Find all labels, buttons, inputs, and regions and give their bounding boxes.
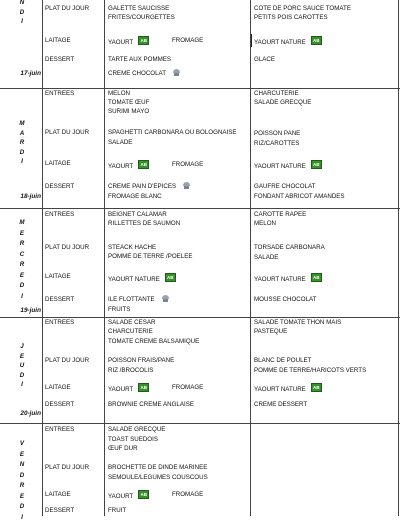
row-divider	[0, 423, 400, 424]
day-date: 19-juin	[20, 307, 41, 314]
organic-label-icon	[311, 383, 322, 392]
menu-item: FRITES/COURGETTES	[108, 14, 175, 21]
menu-item: RILLETTES DE SAUMON	[108, 220, 181, 227]
category-label: DESSERT	[45, 56, 75, 63]
category-label: DESSERT	[45, 401, 75, 408]
menu-item: CREME PAIN D'EPICES	[108, 182, 191, 191]
menu-item: BEIGNET CALAMAR	[108, 211, 167, 218]
menu-item: GAUFRE CHOCOLAT	[254, 183, 316, 190]
col-divider-day	[42, 0, 43, 516]
category-label: PLAT DU JOUR	[45, 244, 90, 251]
menu-item: CREME CHOCOLAT	[108, 69, 181, 78]
menu-item: SPAGHETTI CARBONARA OU BOLOGNAISE	[108, 129, 237, 136]
menu-item: FROMAGE BLANC	[108, 193, 162, 200]
menu-item: GALETTE SAUCISSE	[108, 5, 170, 12]
chef-hat-icon	[172, 69, 181, 76]
menu-item: MOUSSE CHOCOLAT	[254, 296, 317, 303]
menu-item: SEMOULE/LEGUMES COUSCOUS	[108, 474, 208, 481]
menu-item: SURIMI MAYO	[108, 108, 150, 115]
organic-label-icon	[138, 490, 149, 499]
day-date: 18-juin	[20, 193, 41, 200]
col-divider-category	[104, 0, 105, 516]
menu-item: YAOURTAB	[108, 160, 149, 171]
day-letters: M E R C R E D I	[19, 219, 25, 300]
category-label: DESSERT	[45, 507, 75, 514]
table-right-border	[398, 0, 399, 516]
category-label: PLAT DU JOUR	[45, 357, 90, 364]
menu-item: TOAST SUEDOIS	[108, 436, 158, 443]
menu-item: FROMAGE	[172, 161, 204, 168]
menu-item: SALADE TOMATE THON MAIS	[254, 319, 342, 326]
chef-hat-icon	[182, 182, 191, 189]
organic-label-icon	[138, 160, 149, 169]
margin-mark	[251, 34, 252, 47]
category-label: PLAT DU JOUR	[45, 5, 90, 12]
chef-hat-icon	[161, 295, 170, 302]
col-divider-menu	[250, 0, 251, 516]
menu-item: YAOURT NATUREAB	[108, 273, 176, 284]
menu-item: RIZ /BROCOLIS	[108, 367, 154, 374]
organic-label-icon	[138, 36, 149, 45]
menu-item: PASTEQUE	[254, 328, 288, 335]
menu-item: CREME DESSERT	[254, 401, 308, 408]
category-label: LAITAGE	[45, 491, 71, 498]
organic-label-icon	[138, 383, 149, 392]
category-label: DESSERT	[45, 296, 75, 303]
menu-item: TOMATE ŒUF	[108, 99, 150, 106]
menu-item: SALADE GRECQUE	[108, 426, 166, 433]
day-letters: N D I	[19, 0, 25, 25]
menu-item: POISSON FRAIS/PANE	[108, 357, 175, 364]
menu-item: YAOURT NATUREAB	[254, 383, 322, 394]
category-label: LAITAGE	[45, 273, 71, 280]
category-label: LAITAGE	[45, 160, 71, 167]
day-date: 20-juin	[20, 410, 41, 417]
menu-item: CHARCUTERIE	[254, 90, 299, 97]
menu-item: SALADE	[108, 139, 133, 146]
menu-item: ŒUF DUR	[108, 445, 138, 452]
category-label: DESSERT	[45, 183, 75, 190]
menu-item: YAOURT NATUREAB	[254, 273, 322, 284]
menu-item: BROWNIE CREME ANGLAISE	[108, 401, 194, 408]
menu-item: RIZ/CAROTTES	[254, 140, 300, 147]
menu-item: FROMAGE	[172, 384, 204, 391]
menu-item: MELON	[254, 220, 277, 227]
menu-item: POISSON PANE	[254, 130, 301, 137]
day-date: 17-juin	[20, 70, 41, 77]
menu-item: SALADE GRECQUE	[254, 99, 312, 106]
menu-item: CAROTTE RAPEE	[254, 211, 307, 218]
menu-item: SALADE CESAR	[108, 319, 156, 326]
menu-item: PETITS POIS CAROTTES	[254, 14, 328, 21]
menu-item: CHARCUTERIE	[108, 328, 153, 335]
category-label: PLAT DU JOUR	[45, 464, 90, 471]
menu-item: TORSADE CARBONARA	[254, 244, 325, 251]
row-divider	[0, 88, 400, 89]
organic-label-icon	[311, 273, 322, 282]
menu-item: FRUITS	[108, 306, 131, 313]
category-label: ENTREES	[45, 90, 75, 97]
organic-label-icon	[311, 160, 322, 169]
category-label: ENTREES	[45, 211, 75, 218]
menu-item: FROMAGE	[172, 37, 204, 44]
menu-item: FROMAGE	[172, 491, 204, 498]
menu-item: SALADE	[254, 254, 279, 261]
menu-item: STEACK HACHE	[108, 244, 157, 251]
category-label: ENTREES	[45, 426, 75, 433]
day-letters: M A R D I	[19, 120, 25, 165]
menu-item: YAOURTAB	[108, 383, 149, 394]
menu-item: YAOURTAB	[108, 490, 149, 501]
category-label: PLAT DU JOUR	[45, 129, 90, 136]
row-divider	[0, 208, 400, 209]
menu-item: BLANC DE POULET	[254, 357, 312, 364]
category-label: LAITAGE	[45, 37, 71, 44]
menu-item: FONDANT ABRICOT AMANDES	[254, 193, 345, 200]
menu-item: YAOURT NATUREAB	[254, 160, 322, 171]
menu-item: MELON	[108, 90, 131, 97]
menu-item: YAOURT NATUREAB	[254, 36, 322, 47]
menu-item: GLACE	[254, 56, 275, 63]
row-divider	[0, 317, 400, 318]
category-label: ENTREES	[45, 319, 75, 326]
menu-item: ILE FLOTTANTE	[108, 295, 170, 304]
menu-item: POMME DE TERRE /POELEE	[108, 253, 193, 260]
category-label: LAITAGE	[45, 384, 71, 391]
organic-label-icon	[311, 36, 322, 45]
menu-item: YAOURTAB	[108, 36, 149, 47]
menu-item: FRUIT	[108, 507, 127, 514]
menu-item: BROCHETTE DE DINDE MARINEE	[108, 464, 208, 471]
menu-item: TOMATE CREME BALSAMIQUE	[108, 338, 200, 345]
menu-item: COTE DE PORC SAUCE TOMATE	[254, 5, 351, 12]
organic-label-icon	[165, 273, 176, 282]
menu-item: POMME DE TERRE/HARICOTS VERTS	[254, 367, 367, 374]
menu-item: TARTE AUX POMMES	[108, 56, 172, 63]
day-letters: J E U D I	[19, 343, 25, 388]
day-letters: V E N D R E D I	[19, 440, 25, 521]
